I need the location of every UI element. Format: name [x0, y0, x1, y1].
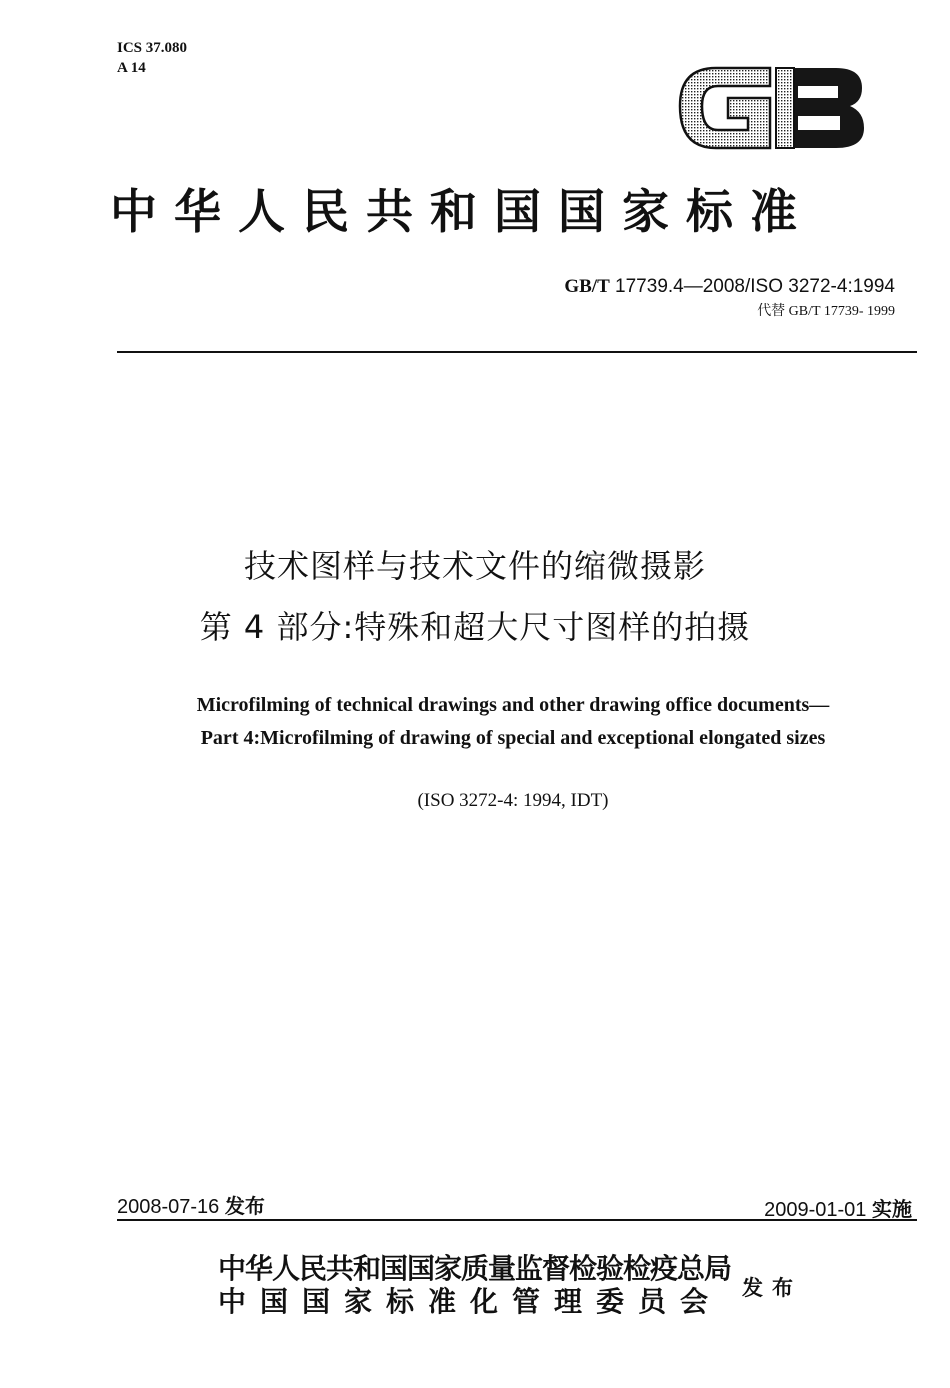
issue-label: 发布 — [224, 1194, 265, 1218]
issuer-line-1: 中华人民共和国国家质量监督检验检疫总局 — [218, 1252, 732, 1285]
issue-date — [117, 1190, 265, 1219]
ccs-code: A 14 — [117, 60, 146, 76]
footer-divider — [117, 1219, 917, 1221]
header-divider — [117, 351, 917, 353]
gb-logo — [676, 58, 868, 154]
implementation-date — [764, 1193, 912, 1222]
implementation-date-value: 2009-01-01 — [764, 1199, 867, 1221]
implementation-label: 实施 — [872, 1197, 912, 1221]
national-standard-title: 中华人民共和国国家标准 — [110, 185, 814, 240]
iso-reference: (ISO 3272-4: 1994, IDT) — [417, 790, 609, 811]
standard-number — [564, 276, 895, 298]
issuer-line-2: 中国国家标准化管理委员会 — [218, 1285, 723, 1318]
replaces-note: 代替 GB/T 17739- 1999 — [757, 304, 895, 319]
issue-date-value: 2008-07-16 — [117, 1196, 220, 1218]
chinese-title-line-2: 第 4 部分:特殊和超大尺寸图样的拍摄 — [199, 608, 751, 646]
publish-label: 发布 — [742, 1275, 802, 1300]
english-title-line-1: Microfilming of technical drawings and other drawing office documents— — [196, 694, 830, 716]
english-title-line-2: Part 4:Microfilming of drawing of special and exceptional elongated sizes — [200, 727, 826, 749]
classification-codes — [117, 38, 187, 78]
gb-national-standard-logo-icon — [676, 58, 868, 154]
ics-code: ICS 37.080 — [117, 40, 188, 56]
chinese-title-line-1: 技术图样与技术文件的缩微摄影 — [243, 547, 706, 585]
standard-prefix: GB/T — [564, 276, 610, 297]
standard-code: 17739.4—2008/ISO 3272-4:1994 — [615, 276, 895, 297]
